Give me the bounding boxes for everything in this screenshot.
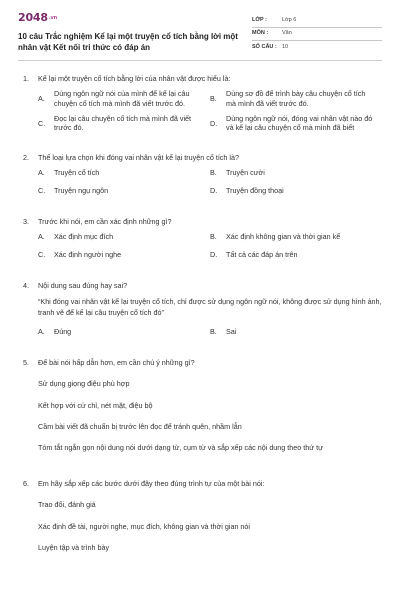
- option-c[interactable]: [38, 250, 210, 259]
- question-quote: “Khi đóng vai nhân vật kể lại truyện cổ tích, chỉ được sử dụng ngôn ngữ nói, không được sử dụng hình ảnh, tranh vẽ để kể lại câu truyện cổ tích đó”: [38, 297, 382, 318]
- question-number: 1.: [23, 74, 29, 83]
- question-4: [18, 281, 382, 344]
- logo-text: 2048: [18, 11, 48, 24]
- option-letter: A.: [38, 94, 45, 104]
- option-text: Xác định người nghe: [54, 249, 122, 259]
- statement-item[interactable]: Tóm tắt ngắn gọn nội dung nói dưới dạng từ, cụm từ và sắp xếp các nội dung theo thứ tự: [38, 443, 323, 453]
- question-text: Trước khi nói, em cần xác định những gì?: [38, 216, 172, 226]
- option-b[interactable]: [210, 168, 382, 177]
- option-c[interactable]: [38, 186, 210, 195]
- option-a[interactable]: [38, 89, 210, 108]
- option-letter: D.: [210, 118, 218, 128]
- question-body: [38, 358, 382, 465]
- option-letter: D.: [210, 249, 218, 259]
- option-text: Dùng ngôn ngữ nói của mình để kể lại câu chuyện cổ tích mà mình đã viết trước đó.: [54, 89, 190, 108]
- info-row-grade: [252, 15, 382, 28]
- logo[interactable]: [18, 11, 240, 25]
- option-letter: B.: [210, 94, 217, 104]
- page-title: 10 câu Trắc nghiệm Kể lại một truyện cổ tích bằng lời một nhân vật Kết nối tri thức có đáp án: [18, 32, 238, 53]
- option-text: Xác định mục đích: [54, 232, 114, 242]
- info-row-subject: [252, 28, 382, 41]
- question-text: Em hãy sắp xếp các bước dưới đây theo đúng trình tự của một bài nói:: [38, 478, 265, 488]
- question-2: [18, 153, 382, 203]
- grade-label: LỚP :: [252, 17, 267, 24]
- option-b[interactable]: [210, 327, 382, 336]
- option-text: Sai: [226, 326, 237, 336]
- info-table: [252, 15, 382, 54]
- option-b[interactable]: [210, 89, 382, 108]
- option-list: [38, 232, 382, 267]
- option-text: Truyện ngụ ngôn: [54, 185, 109, 195]
- option-a[interactable]: [38, 232, 210, 241]
- step-item[interactable]: Trao đổi, đánh giá: [38, 500, 96, 510]
- option-letter: D.: [210, 185, 218, 195]
- option-text: Đúng: [54, 326, 72, 336]
- question-3: [18, 217, 382, 267]
- option-text: Truyện cổ tích: [54, 168, 100, 178]
- question-body: [38, 479, 382, 564]
- info-row-count: [252, 41, 382, 54]
- question-number: 6.: [23, 478, 29, 488]
- option-text: Xác định không gian và thời gian kể: [226, 232, 341, 242]
- question-text: Để bài nói hấp dẫn hơn, em cần chú ý những gì?: [38, 357, 195, 367]
- option-a[interactable]: [38, 168, 210, 177]
- question-text: Nội dung sau đúng hay sai?: [38, 280, 128, 290]
- option-letter: B.: [210, 168, 217, 178]
- statement-item[interactable]: Sử dụng giọng điệu phù hợp: [38, 379, 130, 389]
- question-body: [38, 281, 382, 344]
- question-body: [38, 217, 382, 267]
- option-letter: A.: [38, 326, 45, 336]
- option-letter: A.: [38, 168, 45, 178]
- question-list: [18, 74, 382, 564]
- option-d[interactable]: [210, 250, 382, 259]
- header-divider: [18, 60, 382, 61]
- option-b[interactable]: [210, 232, 382, 241]
- option-letter: B.: [210, 326, 217, 336]
- header-left: [18, 11, 240, 54]
- option-text: Dùng ngôn ngữ nói, đóng vai nhân vật nào đó và kể lại câu chuyện cổ mà mình đã biết: [226, 114, 373, 133]
- subject-label: MÔN :: [252, 30, 269, 37]
- statement-item[interactable]: Kết hợp với cử chỉ, nét mặt, điệu bộ: [38, 400, 153, 410]
- option-d[interactable]: [210, 114, 382, 133]
- option-c[interactable]: [38, 114, 210, 133]
- option-letter: B.: [210, 232, 217, 242]
- option-text: Truyện cười: [226, 168, 265, 178]
- option-text: Đọc lại câu chuyện cổ tích mà mình đã viết trước đó.: [54, 114, 192, 133]
- header: [18, 0, 382, 54]
- count-value: 10: [282, 43, 289, 50]
- option-list: [38, 327, 382, 344]
- step-item[interactable]: Xác định đề tài, người nghe, mục đích, không gian và thời gian nói: [38, 521, 251, 531]
- option-text: Truyện đồng thoại: [226, 185, 284, 195]
- question-text: Thể loại lựa chọn khi đóng vai nhân vật kể lại truyện cổ tích là?: [38, 152, 239, 162]
- count-label: SỐ CÂU :: [252, 43, 277, 50]
- question-5: [18, 358, 382, 465]
- option-text: Tất cả các đáp án trên: [226, 249, 298, 259]
- option-letter: C.: [38, 185, 46, 195]
- grade-value: Lớp 6: [282, 17, 297, 24]
- step-item[interactable]: Luyện tập và trình bày: [38, 542, 110, 552]
- option-letter: C.: [38, 118, 46, 128]
- question-number: 3.: [23, 216, 29, 226]
- option-list: [38, 168, 382, 203]
- logo-suffix: .vn: [48, 14, 57, 21]
- question-number: 5.: [23, 357, 29, 367]
- option-list: [38, 89, 382, 138]
- question-body: [38, 74, 382, 139]
- option-text: Dùng sơ đồ để trình bày câu chuyện cổ tích mà mình đã viết trước đó.: [226, 89, 366, 108]
- option-a[interactable]: [38, 327, 210, 336]
- question-body: [38, 153, 382, 203]
- option-d[interactable]: [210, 186, 382, 195]
- subject-value: Văn: [282, 30, 292, 37]
- question-number: 2.: [23, 152, 29, 162]
- option-letter: A.: [38, 232, 45, 242]
- question-1: [18, 74, 382, 139]
- question-number: 4.: [23, 280, 29, 290]
- option-letter: C.: [38, 249, 46, 259]
- question-text: Kể lại một truyện cổ tích bằng lời của nhân vật được hiểu là:: [38, 74, 231, 83]
- statement-item[interactable]: Cầm bài viết đã chuẩn bị trước lên đọc để tránh quên, nhầm lẫn: [38, 422, 242, 432]
- question-6: [18, 479, 382, 564]
